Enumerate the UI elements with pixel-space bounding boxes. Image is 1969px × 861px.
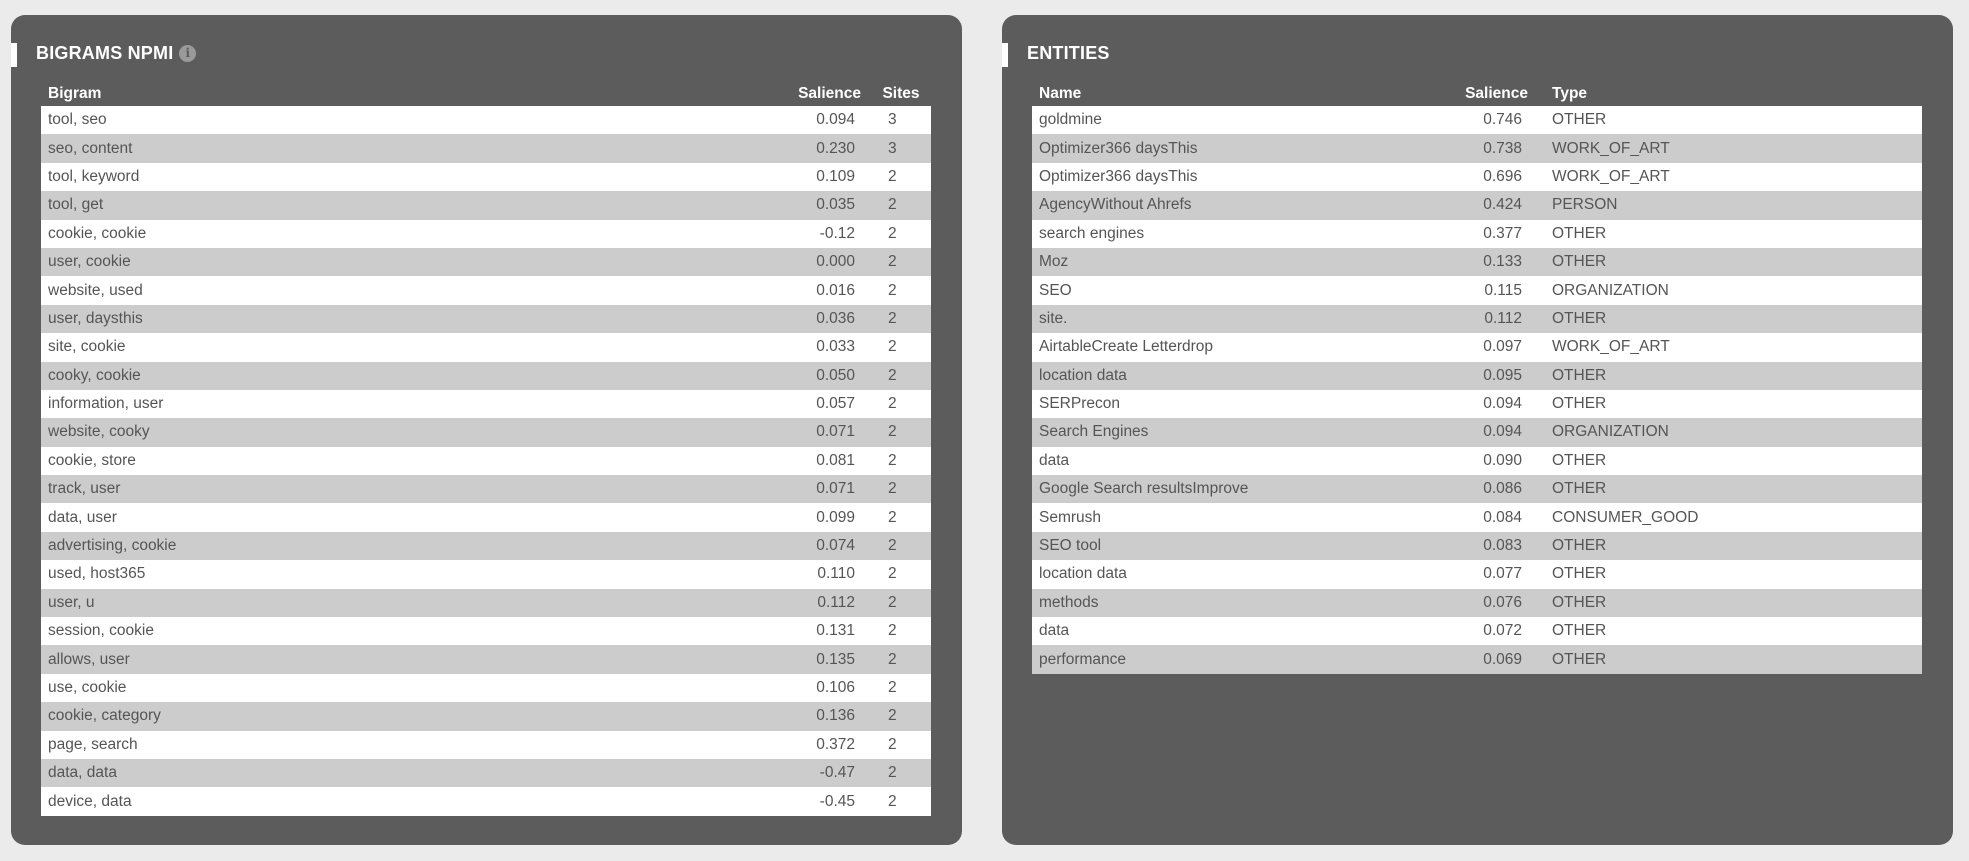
cell-sites: 2 — [871, 589, 931, 617]
bigrams-table — [41, 81, 931, 816]
table-row — [1032, 191, 1922, 219]
cell-salience: 0.424 — [1428, 191, 1538, 219]
bigrams-title-text: BIGRAMS NPMI — [36, 42, 174, 63]
cell-sites: 2 — [871, 191, 931, 219]
cell-sites: 3 — [871, 106, 931, 134]
cell-salience: 0.000 — [771, 248, 871, 276]
cell-name: Google Search resultsImprove — [1032, 475, 1428, 503]
table-row — [1032, 106, 1922, 134]
cell-type: OTHER — [1538, 589, 1922, 617]
cell-sites: 2 — [871, 305, 931, 333]
table-row — [41, 362, 931, 390]
table-row — [1032, 617, 1922, 645]
cell-type: OTHER — [1538, 248, 1922, 276]
cell-salience: 0.112 — [771, 589, 871, 617]
cell-salience: 0.077 — [1428, 560, 1538, 588]
cell-bigram: cooky, cookie — [41, 362, 771, 390]
table-row — [1032, 248, 1922, 276]
cell-bigram: tool, seo — [41, 106, 771, 134]
header-sites[interactable]: Sites — [882, 84, 920, 102]
cell-sites: 2 — [871, 362, 931, 390]
header-salience[interactable]: Salience — [1465, 84, 1528, 102]
cell-sites: 2 — [871, 617, 931, 645]
table-row — [41, 674, 931, 702]
cell-type: OTHER — [1538, 390, 1922, 418]
cell-name: data — [1032, 617, 1428, 645]
cell-salience: 0.094 — [771, 106, 871, 134]
cell-bigram: tool, keyword — [41, 163, 771, 191]
cell-sites: 2 — [871, 475, 931, 503]
table-row — [1032, 645, 1922, 673]
cell-salience: 0.230 — [771, 134, 871, 162]
table-row — [1032, 532, 1922, 560]
cell-bigram: user, u — [41, 589, 771, 617]
cell-sites: 2 — [871, 759, 931, 787]
cell-sites: 2 — [871, 532, 931, 560]
cell-sites: 2 — [871, 787, 931, 815]
cell-bigram: site, cookie — [41, 333, 771, 361]
cell-salience: -0.47 — [771, 759, 871, 787]
cell-salience: 0.071 — [771, 475, 871, 503]
cell-type: OTHER — [1538, 617, 1922, 645]
table-row — [41, 787, 931, 815]
cell-name: Moz — [1032, 248, 1428, 276]
cell-sites: 2 — [871, 276, 931, 304]
cell-type: OTHER — [1538, 532, 1922, 560]
cell-bigram: website, used — [41, 276, 771, 304]
table-row — [41, 305, 931, 333]
table-row — [1032, 305, 1922, 333]
table-row — [1032, 276, 1922, 304]
cell-name: SEO — [1032, 276, 1428, 304]
info-icon[interactable]: i — [179, 45, 196, 62]
cell-type: OTHER — [1538, 475, 1922, 503]
cell-bigram: advertising, cookie — [41, 532, 771, 560]
cell-salience: 0.115 — [1428, 276, 1538, 304]
cell-name: SERPrecon — [1032, 390, 1428, 418]
cell-salience: 0.071 — [771, 418, 871, 446]
bigrams-title — [36, 41, 196, 65]
table-row — [1032, 560, 1922, 588]
header-type[interactable]: Type — [1552, 84, 1588, 102]
cell-salience: 0.099 — [771, 503, 871, 531]
cell-sites: 2 — [871, 503, 931, 531]
cell-salience: 0.696 — [1428, 163, 1538, 191]
entities-table — [1032, 81, 1922, 674]
cell-salience: 0.016 — [771, 276, 871, 304]
table-row — [41, 191, 931, 219]
cell-type: ORGANIZATION — [1538, 276, 1922, 304]
cell-name: AgencyWithout Ahrefs — [1032, 191, 1428, 219]
table-row — [41, 447, 931, 475]
cell-type: OTHER — [1538, 447, 1922, 475]
cell-bigram: session, cookie — [41, 617, 771, 645]
cell-salience: 0.090 — [1428, 447, 1538, 475]
table-row — [41, 418, 931, 446]
header-bigram[interactable]: Bigram — [48, 84, 102, 102]
cell-salience: 0.133 — [1428, 248, 1538, 276]
cell-sites: 2 — [871, 418, 931, 446]
table-row — [41, 589, 931, 617]
table-row — [41, 248, 931, 276]
cell-salience: 0.738 — [1428, 134, 1538, 162]
cell-type: OTHER — [1538, 645, 1922, 673]
cell-name: search engines — [1032, 220, 1428, 248]
cell-sites: 2 — [871, 731, 931, 759]
cell-sites: 2 — [871, 447, 931, 475]
table-row — [41, 731, 931, 759]
cell-sites: 2 — [871, 163, 931, 191]
cell-salience: 0.377 — [1428, 220, 1538, 248]
header-salience[interactable]: Salience — [798, 84, 861, 102]
table-row — [1032, 447, 1922, 475]
entities-panel — [1002, 15, 1953, 845]
cell-salience: 0.136 — [771, 702, 871, 730]
cell-bigram: data, data — [41, 759, 771, 787]
table-row — [1032, 134, 1922, 162]
cell-bigram: data, user — [41, 503, 771, 531]
table-row — [1032, 362, 1922, 390]
cell-name: location data — [1032, 560, 1428, 588]
cell-salience: 0.033 — [771, 333, 871, 361]
cell-salience: 0.081 — [771, 447, 871, 475]
table-row — [41, 532, 931, 560]
cell-sites: 2 — [871, 220, 931, 248]
cell-type: CONSUMER_GOOD — [1538, 503, 1922, 531]
cell-type: OTHER — [1538, 220, 1922, 248]
cell-type: OTHER — [1538, 560, 1922, 588]
table-row — [41, 702, 931, 730]
cell-bigram: information, user — [41, 390, 771, 418]
cell-sites: 2 — [871, 702, 931, 730]
cell-sites: 2 — [871, 248, 931, 276]
cell-sites: 2 — [871, 390, 931, 418]
cell-salience: 0.094 — [1428, 418, 1538, 446]
cell-name: Semrush — [1032, 503, 1428, 531]
table-row — [41, 759, 931, 787]
table-row — [41, 106, 931, 134]
cell-name: AirtableCreate Letterdrop — [1032, 333, 1428, 361]
cell-salience: 0.069 — [1428, 645, 1538, 673]
cell-name: location data — [1032, 362, 1428, 390]
cell-sites: 2 — [871, 674, 931, 702]
cell-bigram: device, data — [41, 787, 771, 815]
table-row — [1032, 475, 1922, 503]
cell-bigram: used, host365 — [41, 560, 771, 588]
cell-bigram: cookie, store — [41, 447, 771, 475]
cell-salience: 0.057 — [771, 390, 871, 418]
table-row — [1032, 390, 1922, 418]
table-row — [41, 475, 931, 503]
cell-salience: 0.076 — [1428, 589, 1538, 617]
cell-salience: -0.45 — [771, 787, 871, 815]
title-accent-bar — [1002, 43, 1008, 67]
cell-name: performance — [1032, 645, 1428, 673]
cell-sites: 2 — [871, 645, 931, 673]
cell-type: OTHER — [1538, 106, 1922, 134]
cell-type: ORGANIZATION — [1538, 418, 1922, 446]
entities-title — [1027, 41, 1110, 65]
cell-type: OTHER — [1538, 305, 1922, 333]
cell-type: OTHER — [1538, 362, 1922, 390]
cell-name: methods — [1032, 589, 1428, 617]
cell-bigram: user, cookie — [41, 248, 771, 276]
cell-salience: 0.135 — [771, 645, 871, 673]
cell-bigram: track, user — [41, 475, 771, 503]
cell-salience: 0.036 — [771, 305, 871, 333]
cell-salience: 0.746 — [1428, 106, 1538, 134]
cell-bigram: seo, content — [41, 134, 771, 162]
cell-salience: 0.035 — [771, 191, 871, 219]
cell-bigram: use, cookie — [41, 674, 771, 702]
table-row — [41, 163, 931, 191]
table-row — [1032, 163, 1922, 191]
table-row — [41, 560, 931, 588]
header-name[interactable]: Name — [1039, 84, 1082, 102]
cell-salience: -0.12 — [771, 220, 871, 248]
cell-salience: 0.106 — [771, 674, 871, 702]
entities-title-text: ENTITIES — [1027, 42, 1110, 63]
cell-salience: 0.050 — [771, 362, 871, 390]
cell-bigram: tool, get — [41, 191, 771, 219]
cell-salience: 0.110 — [771, 560, 871, 588]
cell-type: PERSON — [1538, 191, 1922, 219]
cell-type: WORK_OF_ART — [1538, 163, 1922, 191]
cell-salience: 0.094 — [1428, 390, 1538, 418]
cell-salience: 0.112 — [1428, 305, 1538, 333]
cell-name: Search Engines — [1032, 418, 1428, 446]
cell-sites: 2 — [871, 333, 931, 361]
cell-bigram: website, cooky — [41, 418, 771, 446]
cell-name: Optimizer366 daysThis — [1032, 163, 1428, 191]
cell-name: site. — [1032, 305, 1428, 333]
cell-sites: 2 — [871, 560, 931, 588]
table-row — [41, 390, 931, 418]
table-row — [41, 134, 931, 162]
entities-header-row — [1032, 81, 1922, 106]
cell-name: Optimizer366 daysThis — [1032, 134, 1428, 162]
cell-type: WORK_OF_ART — [1538, 134, 1922, 162]
bigrams-header-row — [41, 81, 931, 106]
cell-salience: 0.074 — [771, 532, 871, 560]
cell-bigram: cookie, category — [41, 702, 771, 730]
cell-name: goldmine — [1032, 106, 1428, 134]
table-row — [41, 333, 931, 361]
table-row — [41, 276, 931, 304]
cell-salience: 0.372 — [771, 731, 871, 759]
title-accent-bar — [11, 43, 17, 67]
cell-bigram: cookie, cookie — [41, 220, 771, 248]
cell-bigram: allows, user — [41, 645, 771, 673]
cell-salience: 0.131 — [771, 617, 871, 645]
cell-salience: 0.086 — [1428, 475, 1538, 503]
cell-salience: 0.083 — [1428, 532, 1538, 560]
cell-salience: 0.072 — [1428, 617, 1538, 645]
bigrams-panel — [11, 15, 962, 845]
cell-type: WORK_OF_ART — [1538, 333, 1922, 361]
table-row — [41, 220, 931, 248]
table-row — [1032, 589, 1922, 617]
cell-bigram: page, search — [41, 731, 771, 759]
table-row — [41, 617, 931, 645]
cell-salience: 0.095 — [1428, 362, 1538, 390]
table-row — [1032, 418, 1922, 446]
cell-name: data — [1032, 447, 1428, 475]
cell-salience: 0.084 — [1428, 503, 1538, 531]
table-row — [1032, 333, 1922, 361]
table-row — [1032, 503, 1922, 531]
table-row — [41, 503, 931, 531]
cell-salience: 0.109 — [771, 163, 871, 191]
cell-bigram: user, daysthis — [41, 305, 771, 333]
cell-salience: 0.097 — [1428, 333, 1538, 361]
cell-sites: 3 — [871, 134, 931, 162]
table-row — [1032, 220, 1922, 248]
table-row — [41, 645, 931, 673]
cell-name: SEO tool — [1032, 532, 1428, 560]
